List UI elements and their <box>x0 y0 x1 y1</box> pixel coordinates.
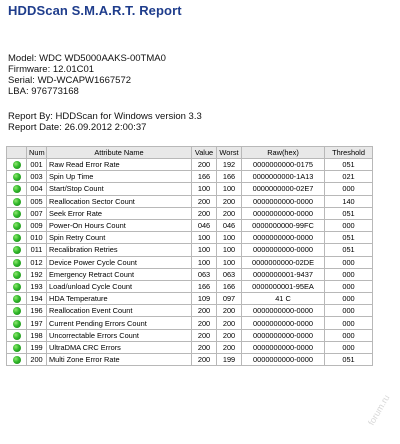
attr-threshold: 000 <box>325 317 373 329</box>
attr-num: 011 <box>27 244 47 256</box>
attr-num: 004 <box>27 183 47 195</box>
status-indicator-cell <box>7 268 27 280</box>
attr-worst: 199 <box>217 354 242 366</box>
header-raw: Raw(hex) <box>242 147 325 159</box>
smart-table <box>6 146 373 366</box>
status-indicator-cell <box>7 280 27 292</box>
status-ok-icon <box>13 307 21 315</box>
attr-worst: 200 <box>217 195 242 207</box>
attr-worst: 100 <box>217 244 242 256</box>
attr-raw: 0000000000-0000 <box>242 232 325 244</box>
attr-num: 012 <box>27 256 47 268</box>
attr-worst: 200 <box>217 317 242 329</box>
table-row <box>7 256 373 268</box>
table-row <box>7 207 373 219</box>
attr-name: Raw Read Error Rate <box>47 159 192 171</box>
status-ok-icon <box>13 234 21 242</box>
attr-threshold: 021 <box>325 171 373 183</box>
table-row <box>7 232 373 244</box>
table-row <box>7 195 373 207</box>
attr-raw: 0000000000-0000 <box>242 341 325 353</box>
attr-num: 007 <box>27 207 47 219</box>
status-ok-icon <box>13 283 21 291</box>
attr-name: Multi Zone Error Rate <box>47 354 192 366</box>
attr-name: Start/Stop Count <box>47 183 192 195</box>
attr-threshold: 051 <box>325 244 373 256</box>
attr-name: Spin Up Time <box>47 171 192 183</box>
attr-worst: 097 <box>217 293 242 305</box>
status-ok-icon <box>13 246 21 254</box>
attr-worst: 200 <box>217 305 242 317</box>
attr-num: 003 <box>27 171 47 183</box>
table-row <box>7 329 373 341</box>
status-ok-icon <box>13 259 21 267</box>
attr-num: 194 <box>27 293 47 305</box>
attr-value: 109 <box>192 293 217 305</box>
table-row <box>7 183 373 195</box>
status-ok-icon <box>13 222 21 230</box>
watermark: forum.ru <box>366 393 392 428</box>
attr-worst: 046 <box>217 219 242 231</box>
attr-value: 166 <box>192 280 217 292</box>
table-row <box>7 354 373 366</box>
table-row <box>7 159 373 171</box>
attr-threshold: 000 <box>325 268 373 280</box>
status-indicator-cell <box>7 329 27 341</box>
report-by-line: Report By: HDDScan for Windows version 3.3 <box>8 111 202 122</box>
attr-raw: 0000000000-0000 <box>242 305 325 317</box>
status-ok-icon <box>13 344 21 352</box>
table-row <box>7 244 373 256</box>
attr-value: 100 <box>192 232 217 244</box>
status-ok-icon <box>13 173 21 181</box>
attr-name: Recalibration Retries <box>47 244 192 256</box>
attr-raw: 0000000000-99FC <box>242 219 325 231</box>
attr-name: Emergency Retract Count <box>47 268 192 280</box>
attr-num: 010 <box>27 232 47 244</box>
attr-name: Seek Error Rate <box>47 207 192 219</box>
table-row <box>7 293 373 305</box>
attr-name: Load/unload Cycle Count <box>47 280 192 292</box>
status-ok-icon <box>13 210 21 218</box>
attr-threshold: 000 <box>325 293 373 305</box>
attr-name: Current Pending Errors Count <box>47 317 192 329</box>
attr-worst: 166 <box>217 280 242 292</box>
attr-value: 100 <box>192 183 217 195</box>
attr-raw: 0000000000-0000 <box>242 207 325 219</box>
attr-threshold: 140 <box>325 195 373 207</box>
attr-name: Reallocation Sector Count <box>47 195 192 207</box>
status-indicator-cell <box>7 341 27 353</box>
attr-threshold: 000 <box>325 280 373 292</box>
model-line: Model: WDC WD5000AAKS-00TMA0 <box>8 53 166 64</box>
firmware-line: Firmware: 12.01C01 <box>8 64 95 75</box>
attr-name: Device Power Cycle Count <box>47 256 192 268</box>
attr-value: 200 <box>192 329 217 341</box>
status-indicator-cell <box>7 183 27 195</box>
attr-raw: 0000000000-0175 <box>242 159 325 171</box>
attr-threshold: 051 <box>325 232 373 244</box>
attr-worst: 192 <box>217 159 242 171</box>
attr-raw: 0000000000-0000 <box>242 244 325 256</box>
attr-worst: 200 <box>217 329 242 341</box>
header-threshold: Threshold <box>325 147 373 159</box>
attr-value: 200 <box>192 354 217 366</box>
attr-value: 100 <box>192 256 217 268</box>
attr-name: UltraDMA CRC Errors <box>47 341 192 353</box>
status-indicator-cell <box>7 354 27 366</box>
header-attribute-name: Attribute Name <box>47 147 192 159</box>
attr-num: 009 <box>27 219 47 231</box>
attr-worst: 200 <box>217 207 242 219</box>
attr-num: 200 <box>27 354 47 366</box>
attr-value: 100 <box>192 244 217 256</box>
attr-value: 200 <box>192 207 217 219</box>
attr-num: 197 <box>27 317 47 329</box>
status-indicator-cell <box>7 232 27 244</box>
table-row <box>7 317 373 329</box>
attr-name: Reallocation Event Count <box>47 305 192 317</box>
attr-value: 166 <box>192 171 217 183</box>
table-row <box>7 341 373 353</box>
status-indicator-cell <box>7 317 27 329</box>
attr-raw: 0000000000-0000 <box>242 317 325 329</box>
attr-threshold: 051 <box>325 207 373 219</box>
attr-threshold: 000 <box>325 256 373 268</box>
report-date-line: Report Date: 26.09.2012 2:00:37 <box>8 122 147 133</box>
attr-threshold: 000 <box>325 305 373 317</box>
status-ok-icon <box>13 356 21 364</box>
attr-value: 200 <box>192 317 217 329</box>
status-ok-icon <box>13 161 21 169</box>
attr-name: Power-On Hours Count <box>47 219 192 231</box>
attr-worst: 200 <box>217 341 242 353</box>
lba-line: LBA: 976773168 <box>8 86 79 97</box>
table-row <box>7 305 373 317</box>
attr-raw: 0000000000-0000 <box>242 329 325 341</box>
attr-num: 198 <box>27 329 47 341</box>
attr-raw: 0000000000-0000 <box>242 354 325 366</box>
attr-name: Spin Retry Count <box>47 232 192 244</box>
status-indicator-cell <box>7 305 27 317</box>
attr-worst: 100 <box>217 256 242 268</box>
attr-worst: 166 <box>217 171 242 183</box>
attr-threshold: 000 <box>325 329 373 341</box>
attr-threshold: 000 <box>325 219 373 231</box>
status-indicator-cell <box>7 195 27 207</box>
attr-value: 200 <box>192 195 217 207</box>
status-ok-icon <box>13 271 21 279</box>
attr-raw: 0000000001-95EA <box>242 280 325 292</box>
status-ok-icon <box>13 295 21 303</box>
attr-name: HDA Temperature <box>47 293 192 305</box>
header-status <box>7 147 27 159</box>
table-row <box>7 171 373 183</box>
attr-raw: 0000000000-1A13 <box>242 171 325 183</box>
attr-value: 200 <box>192 305 217 317</box>
status-indicator-cell <box>7 256 27 268</box>
attr-raw: 0000000000-0000 <box>242 195 325 207</box>
table-row <box>7 280 373 292</box>
drive-info <box>8 53 166 97</box>
attr-threshold: 051 <box>325 159 373 171</box>
attr-value: 063 <box>192 268 217 280</box>
table-header-row <box>7 147 373 159</box>
attr-num: 193 <box>27 280 47 292</box>
status-ok-icon <box>13 320 21 328</box>
attr-raw: 0000000000-02E7 <box>242 183 325 195</box>
attr-num: 199 <box>27 341 47 353</box>
table-row <box>7 268 373 280</box>
attr-worst: 100 <box>217 183 242 195</box>
attr-worst: 063 <box>217 268 242 280</box>
attr-value: 200 <box>192 159 217 171</box>
status-indicator-cell <box>7 171 27 183</box>
attr-raw: 0000000001-9437 <box>242 268 325 280</box>
attr-num: 001 <box>27 159 47 171</box>
table-row <box>7 219 373 231</box>
status-ok-icon <box>13 332 21 340</box>
attr-threshold: 051 <box>325 354 373 366</box>
status-indicator-cell <box>7 219 27 231</box>
header-value: Value <box>192 147 217 159</box>
attr-num: 005 <box>27 195 47 207</box>
attr-raw: 41 C <box>242 293 325 305</box>
header-worst: Worst <box>217 147 242 159</box>
status-ok-icon <box>13 185 21 193</box>
attr-num: 192 <box>27 268 47 280</box>
attr-value: 046 <box>192 219 217 231</box>
attr-worst: 100 <box>217 232 242 244</box>
header-num: Num <box>27 147 47 159</box>
attr-name: Uncorrectable Errors Count <box>47 329 192 341</box>
status-indicator-cell <box>7 244 27 256</box>
status-indicator-cell <box>7 293 27 305</box>
attr-num: 196 <box>27 305 47 317</box>
status-indicator-cell <box>7 207 27 219</box>
attr-raw: 0000000000-02DE <box>242 256 325 268</box>
status-indicator-cell <box>7 159 27 171</box>
status-ok-icon <box>13 198 21 206</box>
attr-value: 200 <box>192 341 217 353</box>
attr-threshold: 000 <box>325 341 373 353</box>
attr-threshold: 000 <box>325 183 373 195</box>
report-info <box>8 111 202 133</box>
report-title: HDDScan S.M.A.R.T. Report <box>8 3 182 18</box>
serial-line: Serial: WD-WCAPW1667572 <box>8 75 132 86</box>
